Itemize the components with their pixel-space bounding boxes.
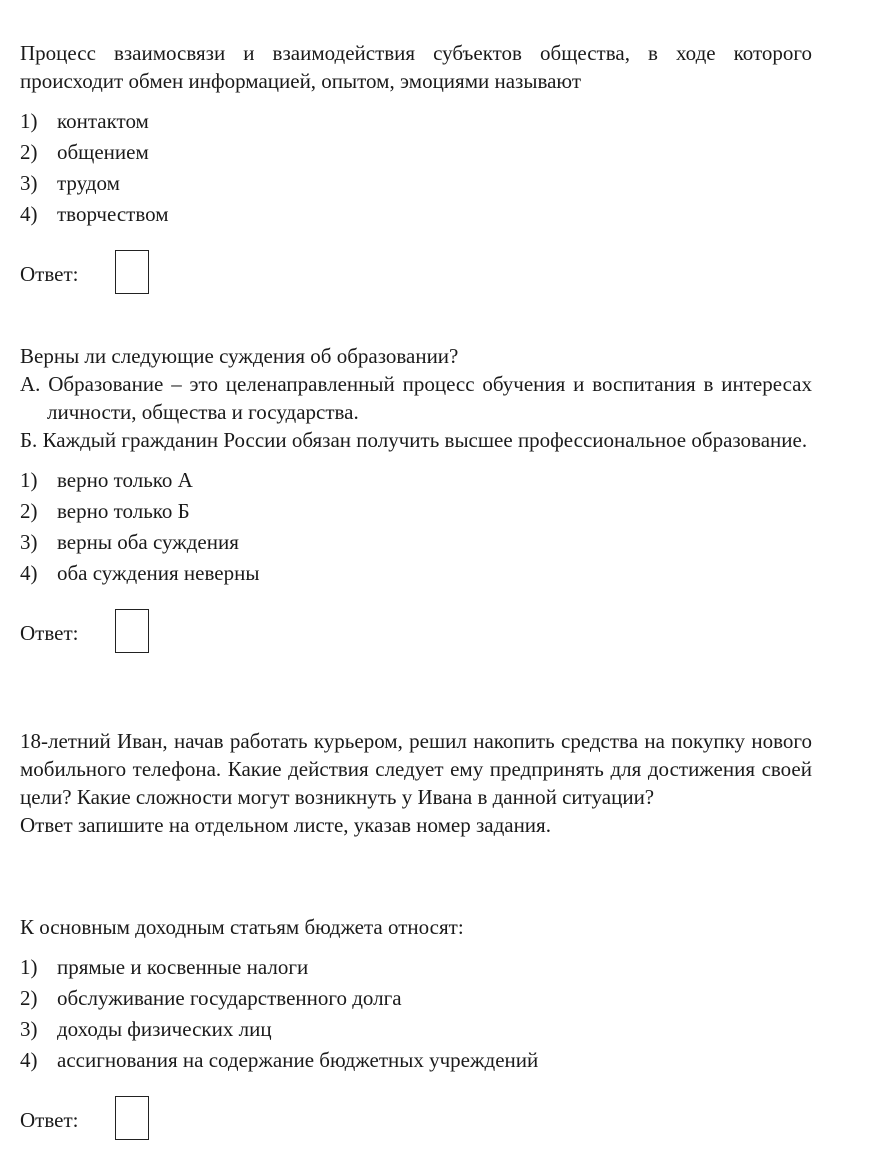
option-number: 1) bbox=[20, 955, 38, 979]
answer-row bbox=[20, 250, 812, 300]
option-number: 4) bbox=[20, 202, 38, 226]
option bbox=[20, 137, 812, 168]
option-text: прямые и косвенные налоги bbox=[57, 955, 309, 979]
option bbox=[20, 1045, 812, 1076]
option-text: творчеством bbox=[57, 202, 169, 226]
answer-row bbox=[20, 609, 812, 659]
option-text: доходы физических лиц bbox=[57, 1017, 272, 1041]
option-text: ассигнования на содержание бюджетных учреждений bbox=[57, 1048, 539, 1072]
option-number: 3) bbox=[20, 1017, 38, 1041]
option-number: 2) bbox=[20, 140, 38, 164]
option bbox=[20, 168, 812, 199]
question-1 bbox=[20, 39, 812, 300]
question-1-options bbox=[20, 106, 812, 230]
option-number: 1) bbox=[20, 109, 38, 133]
option bbox=[20, 558, 812, 589]
question-3-stem: 18-летний Иван, начав работать курьером, решил накопить средства на покупку нового мобильного телефона. Какие действия следует ему предпринять для достижения своей цели? Какие сложности могут возникнуть у Ивана в данной ситуации? bbox=[20, 729, 812, 809]
option-text: контактом bbox=[57, 109, 149, 133]
question-2-options bbox=[20, 465, 812, 589]
judgment-letter: Б. bbox=[20, 428, 38, 452]
judgment-text: Образование – это целенаправленный процесс обучения и воспитания в интересах личности, общества и государства. bbox=[47, 372, 812, 424]
option-number: 3) bbox=[20, 171, 38, 195]
question-3 bbox=[20, 727, 812, 839]
judgment-letter: А. bbox=[20, 372, 41, 396]
judgment-a bbox=[20, 370, 812, 426]
option-text: верны оба суждения bbox=[57, 530, 239, 554]
answer-label: Ответ: bbox=[20, 262, 79, 286]
option bbox=[20, 983, 812, 1014]
option-number: 4) bbox=[20, 561, 38, 585]
option bbox=[20, 527, 812, 558]
option-text: верно только А bbox=[57, 468, 193, 492]
option-number: 3) bbox=[20, 530, 38, 554]
option-number: 2) bbox=[20, 986, 38, 1010]
option-text: трудом bbox=[57, 171, 120, 195]
answer-label: Ответ: bbox=[20, 1108, 79, 1132]
option-number: 1) bbox=[20, 468, 38, 492]
question-1-stem: Процесс взаимосвязи и взаимодействия субъектов общества, в ходе которого происходит обмен информацией, опытом, эмоциями называют bbox=[20, 41, 812, 93]
option-number: 4) bbox=[20, 1048, 38, 1072]
option bbox=[20, 199, 812, 230]
option bbox=[20, 952, 812, 983]
option bbox=[20, 106, 812, 137]
option bbox=[20, 496, 812, 527]
option-text: верно только Б bbox=[57, 499, 190, 523]
answer-box[interactable] bbox=[115, 609, 149, 653]
option-text: оба суждения неверны bbox=[57, 561, 260, 585]
answer-box[interactable] bbox=[115, 1096, 149, 1140]
question-4 bbox=[20, 913, 812, 1146]
option-text: обслуживание государственного долга bbox=[57, 986, 402, 1010]
answer-box[interactable] bbox=[115, 250, 149, 294]
question-4-stem: К основным доходным статьям бюджета относят: bbox=[20, 915, 464, 939]
option-number: 2) bbox=[20, 499, 38, 523]
question-3-instruction: Ответ запишите на отдельном листе, указав номер задания. bbox=[20, 813, 551, 837]
option bbox=[20, 1014, 812, 1045]
question-2-stem: Верны ли следующие суждения об образовании? bbox=[20, 344, 459, 368]
answer-label: Ответ: bbox=[20, 621, 79, 645]
judgment-b bbox=[20, 426, 812, 454]
question-4-options bbox=[20, 952, 812, 1076]
answer-row bbox=[20, 1096, 812, 1146]
question-2 bbox=[20, 342, 812, 659]
option bbox=[20, 465, 812, 496]
judgment-text: Каждый гражданин России обязан получить высшее профессиональное образование. bbox=[42, 428, 808, 452]
option-text: общением bbox=[57, 140, 149, 164]
